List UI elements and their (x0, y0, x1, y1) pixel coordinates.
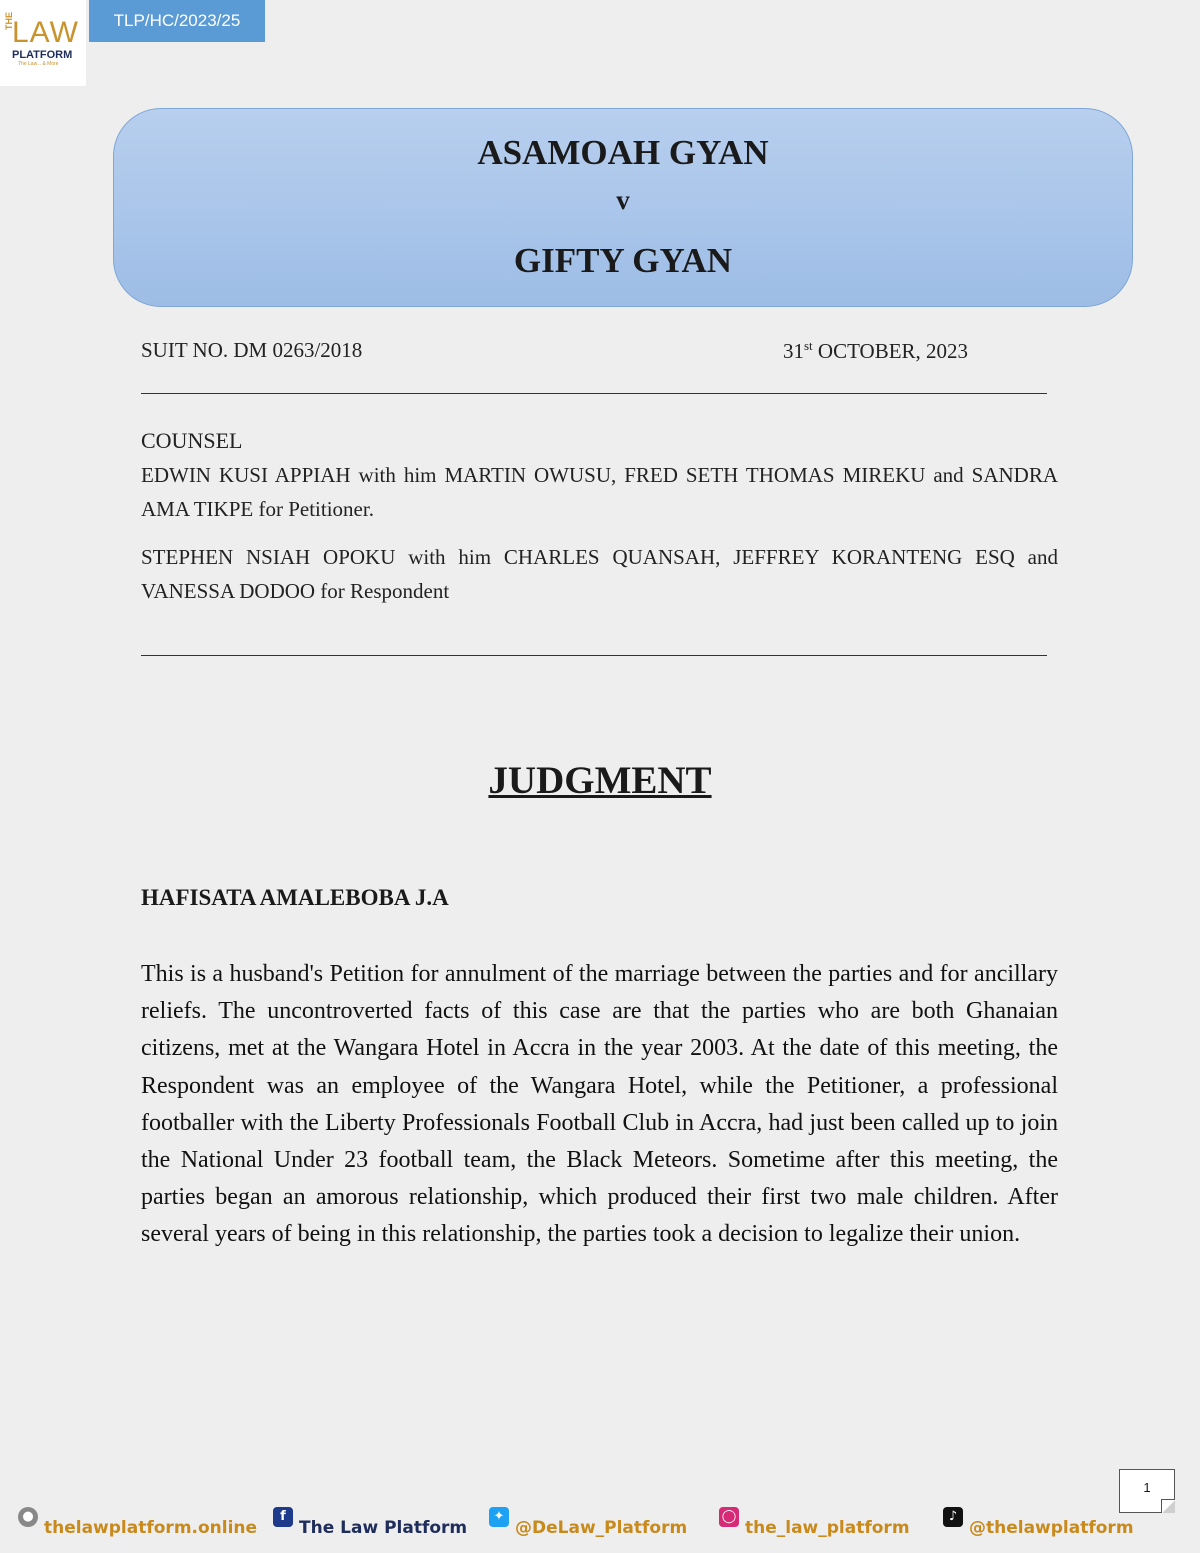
page-number-box (1119, 1469, 1175, 1513)
law-platform-logo (0, 0, 86, 86)
footer-facebook-text: The Law Platform (299, 1518, 468, 1538)
judge-name: HAFISATA AMALEBOBA J.A (141, 885, 449, 910)
date-rest: OCTOBER, 2023 (812, 339, 969, 363)
counsel-heading: COUNSEL (141, 428, 243, 453)
date-day: 31 (783, 339, 804, 363)
divider-top (141, 393, 1047, 394)
footer-instagram-text: the_law_platform (745, 1518, 910, 1538)
page-fold-corner (1161, 1499, 1175, 1513)
judgment-date (783, 338, 968, 364)
judgment-paragraph: This is a husband's Petition for annulment of the marriage between the parties and for ancillary reliefs. The uncontroverted facts of this case are that the parties who are both Ghanaian citizens, met at the Wangara Hotel in Accra in the year 2003. At the date of this meeting, the Respondent was an employee of the Wangara Hotel, while the Petitioner, a professional footballer with the Liberty Professionals Football Club in Accra, had just been called up to join the National Under 23 football team, the Black Meteors. Sometime after this meeting, the parties began an amorous relationship, which produced their first two male children. After several years of being in this relationship, the parties took a decision to legalize their union. (141, 961, 1058, 1248)
facebook-icon: f (273, 1507, 293, 1527)
judgment-heading-wrap (0, 758, 1200, 803)
respondent-name: GIFTY GYAN (513, 241, 733, 280)
twitter-icon: ✦ (489, 1507, 509, 1527)
footer-twitter-text: @DeLaw_Platform (515, 1518, 688, 1538)
versus-label: v (616, 185, 630, 215)
divider-bottom (141, 655, 1047, 656)
logo-the: THE (4, 12, 14, 30)
page-number: 1 (1143, 1480, 1151, 1495)
tiktok-icon: ♪ (943, 1507, 963, 1527)
case-reference-tag: TLP/HC/2023/25 (89, 0, 265, 42)
counsel-respondent: STEPHEN NSIAH OPOKU with him CHARLES QUANSAH, JEFFREY KORANTENG ESQ and VANESSA DODOO for Respondent (141, 545, 1058, 603)
footer-tiktok-text: @thelawplatform (969, 1518, 1134, 1538)
instagram-icon: ◯ (719, 1507, 739, 1527)
logo-platform: PLATFORM (12, 49, 73, 61)
suit-number: SUIT NO. DM 0263/2018 (141, 338, 363, 362)
globe-icon: ● (18, 1507, 38, 1527)
date-suffix: st (804, 338, 813, 353)
case-title-box (113, 108, 1133, 307)
logo-tagline: The Law... & More (18, 61, 59, 67)
logo-law: LAW (12, 16, 79, 49)
counsel-petitioner: EDWIN KUSI APPIAH with him MARTIN OWUSU, FRED SETH THOMAS MIREKU and SANDRA AMA TIKPE for Petitioner. (141, 463, 1058, 521)
petitioner-name: ASAMOAH GYAN (477, 133, 769, 172)
judgment-heading: JUDGMENT (488, 759, 712, 802)
footer-website-text: thelawplatform.online (44, 1518, 258, 1538)
